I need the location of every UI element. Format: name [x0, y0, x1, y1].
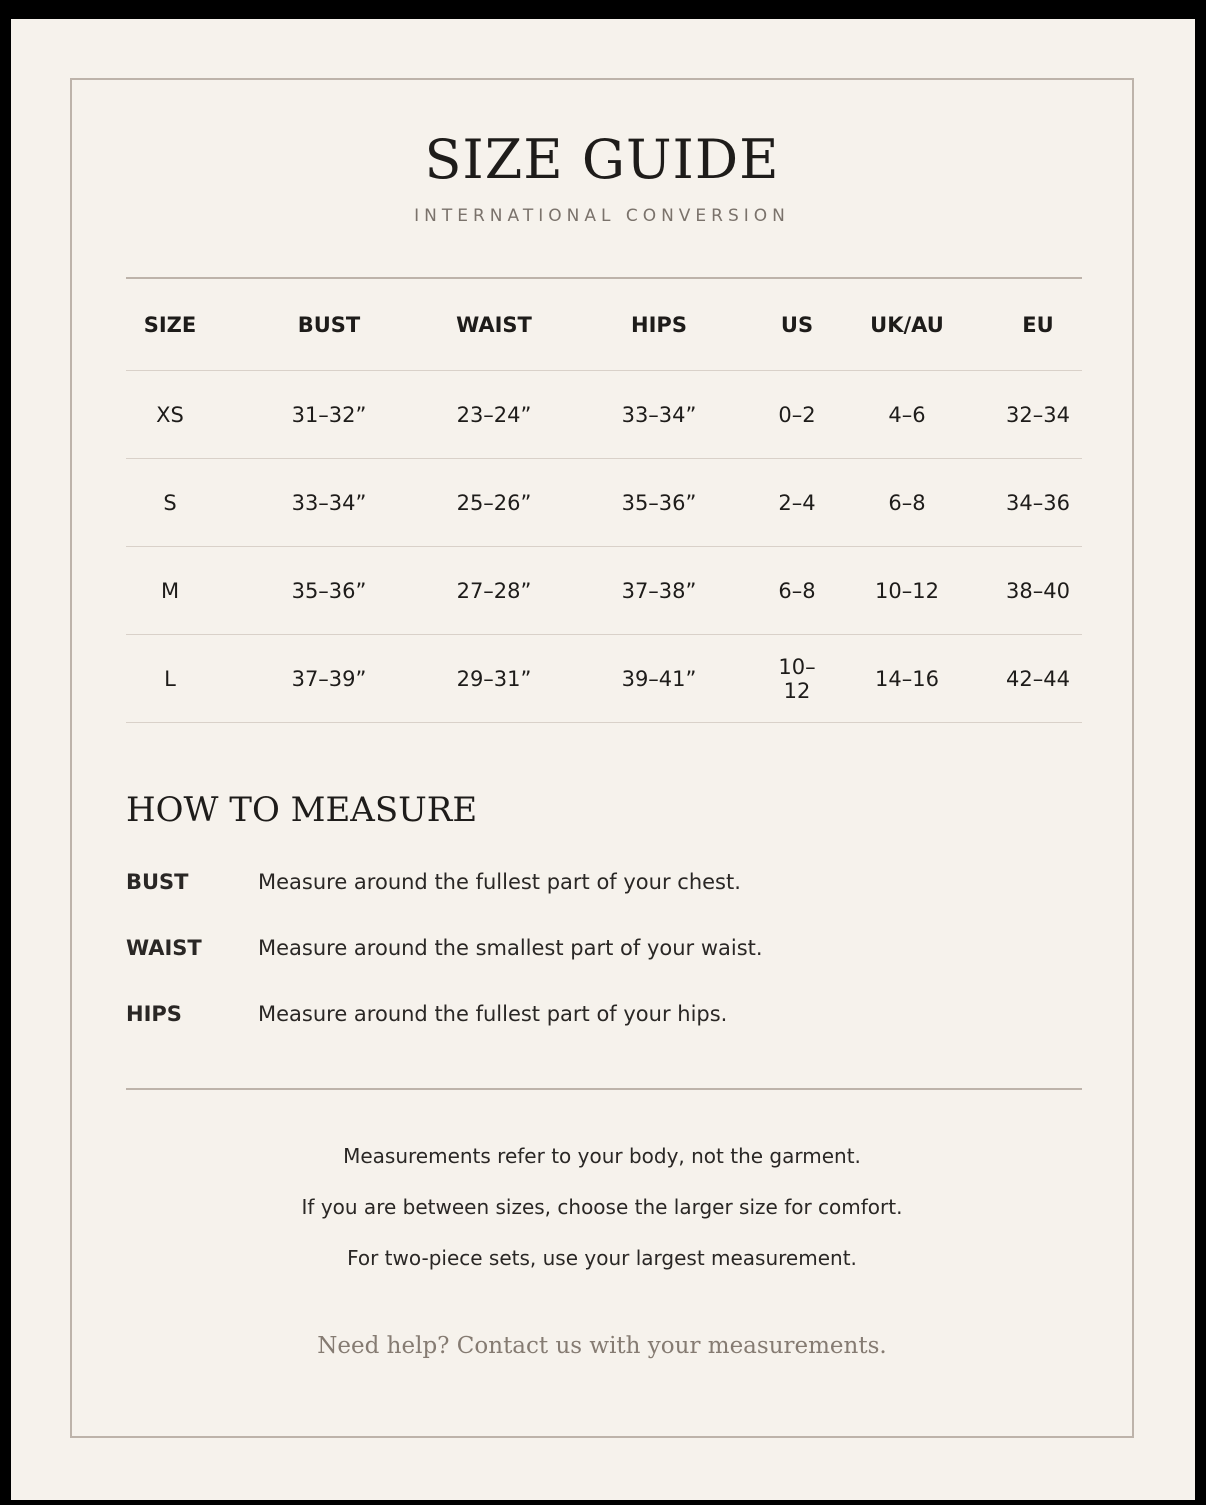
cell-uk-au: 4–6	[820, 371, 994, 459]
cell-uk-au: 6–8	[820, 459, 994, 547]
measure-term: WAIST	[126, 936, 202, 960]
page-subtitle: INTERNATIONAL CONVERSION	[414, 206, 790, 226]
cell-bust: 31–32”	[214, 371, 444, 459]
header-hips: HIPS	[544, 279, 774, 371]
cell-bust: 37–39”	[214, 635, 444, 723]
cell-hips: 37–38”	[544, 547, 774, 635]
measure-description: Measure around the fullest part of your hips.	[258, 1002, 728, 1026]
cell-bust: 33–34”	[214, 459, 444, 547]
header-eu: EU	[994, 279, 1082, 371]
measure-description: Measure around the fullest part of your chest.	[258, 870, 741, 894]
bottom-divider	[126, 1088, 1082, 1090]
cell-size: XS	[126, 371, 214, 459]
header-uk-au: UK/AU	[820, 279, 994, 371]
cell-waist: 29–31”	[444, 635, 544, 723]
cell-hips: 35–36”	[544, 459, 774, 547]
cell-uk-au: 10–12	[820, 547, 994, 635]
cell-bust: 35–36”	[214, 547, 444, 635]
measure-term: BUST	[126, 870, 189, 894]
table-header-row	[126, 279, 1082, 371]
size-guide-frame	[70, 78, 1134, 1438]
header-size: SIZE	[126, 279, 214, 371]
cell-eu: 34–36	[994, 459, 1082, 547]
cell-size: M	[126, 547, 214, 635]
table-row	[126, 459, 1082, 547]
cell-eu: 32–34	[994, 371, 1082, 459]
table-row	[126, 547, 1082, 635]
cell-us: 2–4	[774, 459, 820, 547]
cell-size: S	[126, 459, 214, 547]
header-waist: WAIST	[444, 279, 544, 371]
header-us: US	[774, 279, 820, 371]
cell-waist: 25–26”	[444, 459, 544, 547]
table-row	[126, 635, 1082, 723]
page-title: SIZE GUIDE	[424, 128, 780, 191]
cell-hips: 33–34”	[544, 371, 774, 459]
cell-waist: 27–28”	[444, 547, 544, 635]
cell-size: L	[126, 635, 214, 723]
measure-description: Measure around the smallest part of your waist.	[258, 936, 763, 960]
cell-us: 6–8	[774, 547, 820, 635]
note-body-measurements: Measurements refer to your body, not the garment.	[343, 1144, 861, 1168]
measure-term: HIPS	[126, 1002, 182, 1026]
how-to-measure-heading: HOW TO MEASURE	[126, 790, 478, 830]
cell-eu: 38–40	[994, 547, 1082, 635]
note-two-piece-sets: For two-piece sets, use your largest measurement.	[347, 1246, 857, 1270]
header-bust: BUST	[214, 279, 444, 371]
cell-uk-au: 14–16	[820, 635, 994, 723]
size-table	[126, 279, 1082, 723]
help-contact-text: Need help? Contact us with your measurements.	[317, 1333, 887, 1359]
table-row	[126, 371, 1082, 459]
cell-us: 0–2	[774, 371, 820, 459]
size-guide-page	[11, 19, 1195, 1500]
cell-hips: 39–41”	[544, 635, 774, 723]
cell-waist: 23–24”	[444, 371, 544, 459]
note-between-sizes: If you are between sizes, choose the larger size for comfort.	[301, 1195, 903, 1219]
cell-eu: 42–44	[994, 635, 1082, 723]
cell-us: 10–12	[774, 635, 820, 723]
